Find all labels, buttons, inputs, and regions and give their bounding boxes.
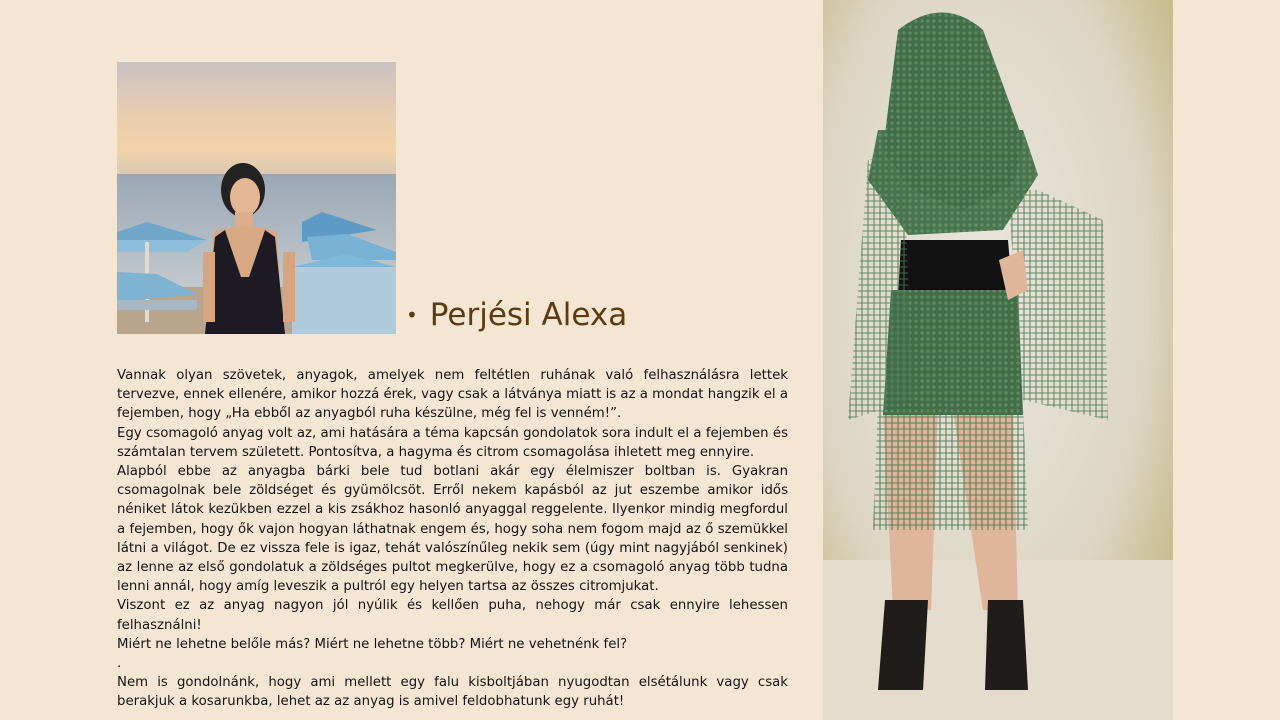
paragraph: Egy csomagoló anyag volt az, ami hatására a téma kapcsán gondolatok sora indult el a fejemben és számtalan tervem született. Pontosítva, a hagyma és citrom csomagolása ihletett meg ennyire. <box>117 425 788 460</box>
paragraph: Vannak olyan szövetek, anyagok, amelyek nem feltétlen ruhának való felhasználásra lettek tervezve, ennek ellenére, amikor hozzá érek, vagy csak a látványa miatt is az a mondat hangzik el a fejemben, hogy „Ha ebből az anyagból ruha készülne, még fel is venném!”. <box>117 368 788 422</box>
paragraph: Nem is gondolnánk, hogy ami mellett egy falu kisboltjában nyugodtan elsétálunk vagy csak berakjuk a kosarunkba, lehet az az anyag is amivel feldobhatunk egy ruhát! <box>117 675 788 710</box>
outfit-photo <box>823 0 1173 720</box>
name-title <box>406 293 627 337</box>
paragraph: Miért ne lehetne belőle más? Miért ne lehetne több? Miért ne vehetnénk fel? <box>117 636 628 652</box>
paragraph: Viszont ez az anyag nagyon jól nyúlik és kellően puha, nehogy már csak ennyire lehessen felhasználni! <box>117 598 788 633</box>
body-text <box>117 366 788 712</box>
portrait-photo <box>117 62 396 334</box>
paragraph: Alapból ebbe az anyagba bárki bele tud botlani akár egy élelmiszer boltban is. Gyakran csomagolnak bele zöldséget és gyümölcsöt. Erről nekem kapásból az jut eszembe amikor idős néniket látok kezükben ezzel a kis zsákhoz hasonló anyaggal reggelente. Ilyenkor mindig megfordul a fejemben, hogy ők vajon hogyan láthatnak engem és, hogy soha nem fogom majd az ő szemükkel látni a világot. De ez vissza fele is igaz, tehát valószínűleg nekik sem (úgy mint nagyjából senkinek) az lenne az első gondolatuk a zöldséges pultot megkerülve, hogy ez a csomagoló anyag több tudna lenni annál, hogy amíg leveszik a pultról egy helyen tartsa az összes citromjukat. <box>117 464 788 595</box>
paragraph: . <box>117 656 122 672</box>
name-text: Perjési Alexa <box>429 297 628 333</box>
bullet: • <box>406 303 418 327</box>
